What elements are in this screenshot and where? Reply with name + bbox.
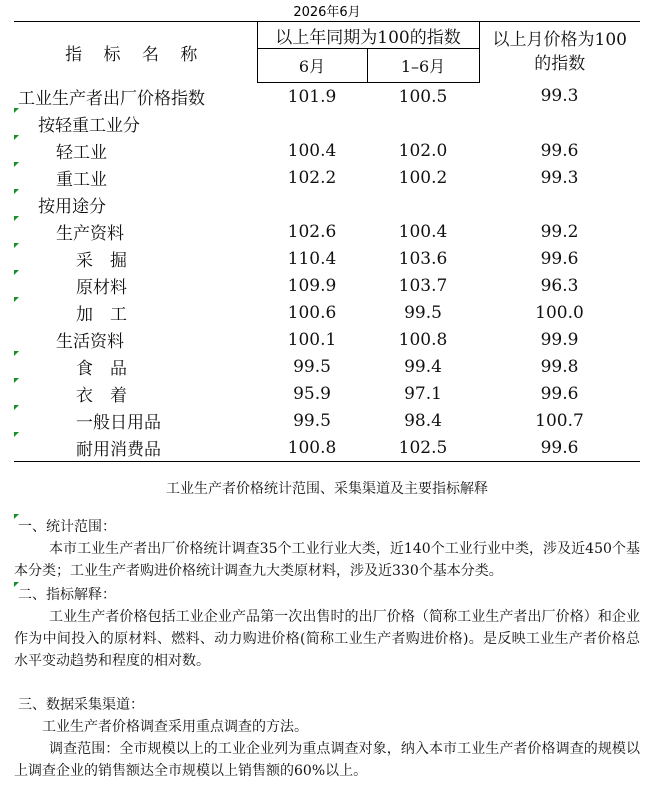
marker-icon bbox=[14, 135, 19, 140]
marker-icon bbox=[14, 243, 19, 248]
cell-mom: 99.3 bbox=[540, 167, 579, 188]
marker-icon bbox=[14, 351, 19, 356]
cell-month: 100.8 bbox=[257, 434, 367, 462]
table-row bbox=[14, 272, 640, 299]
header-ytd: 1–6月 bbox=[367, 49, 479, 83]
row-label bbox=[14, 218, 257, 245]
table-row bbox=[14, 218, 640, 245]
cell-mom: 100.0 bbox=[535, 302, 584, 323]
cell-ytd: 103.7 bbox=[398, 275, 448, 296]
cell-month: 99.5 bbox=[293, 410, 331, 431]
marker-icon bbox=[14, 514, 19, 519]
cell-ytd bbox=[367, 110, 479, 137]
row-label-text: 食 品 bbox=[76, 359, 127, 379]
cell-mom: 99.6 bbox=[479, 434, 640, 462]
cell-ytd: 100.2 bbox=[398, 167, 448, 188]
marker-icon bbox=[14, 405, 19, 410]
cell-month: 102.2 bbox=[287, 167, 337, 188]
section-definitions-title-text: 二、指标解释： bbox=[18, 587, 116, 603]
row-label-text: 重工业 bbox=[56, 170, 107, 190]
header-mom-line2: 的指数 bbox=[534, 54, 586, 75]
cell-month: 101.9 bbox=[287, 86, 337, 107]
table-row bbox=[14, 326, 640, 353]
cell-mom bbox=[479, 110, 640, 137]
section-scope bbox=[14, 516, 640, 582]
row-label-text: 衣 着 bbox=[76, 386, 127, 406]
row-label bbox=[14, 326, 257, 353]
cell-month: 102.6 bbox=[287, 221, 337, 242]
section-definitions-text: 工业生产者价格包括工业企业产品第一次出售时的出厂价格（简称工业生产者出厂价格）和企业作为中间投入的原材料、燃料、动力购进价格(简称工业生产者购进价格)。是反映工业生产者价格总水平变动趋势和程度的相对数。 bbox=[14, 609, 640, 669]
table-row bbox=[14, 83, 640, 111]
cell-ytd: 97.1 bbox=[404, 383, 442, 404]
row-label-text: 工业生产者出厂价格指数 bbox=[18, 88, 205, 109]
notes-section bbox=[14, 478, 640, 782]
notes-title: 工业生产者价格统计范围、采集渠道及主要指标解释 bbox=[166, 481, 488, 497]
marker-icon bbox=[14, 216, 19, 221]
section-scope-title-text: 一、统计范围： bbox=[18, 519, 116, 535]
table-row bbox=[14, 380, 640, 407]
section-definitions-title bbox=[14, 584, 640, 606]
section-collection-title-text: 三、数据采集渠道： bbox=[18, 697, 144, 713]
row-label-text: 一般日用品 bbox=[76, 413, 161, 433]
row-label bbox=[14, 137, 257, 164]
cell-ytd bbox=[367, 191, 479, 218]
row-label bbox=[14, 110, 257, 137]
price-index-table bbox=[14, 21, 640, 462]
section-collection-scope: 调查范围：全市规模以上的工业企业列为重点调查对象，纳入本市工业生产者价格调查的规模以上调查企业的销售额达全市规模以上销售额的60%以上。 bbox=[14, 741, 640, 779]
cell-mom: 99.6 bbox=[540, 140, 579, 161]
cell-mom: 99.9 bbox=[540, 329, 579, 350]
header-month: 6月 bbox=[257, 49, 367, 83]
section-collection bbox=[14, 694, 640, 782]
cell-month: 95.9 bbox=[293, 383, 331, 404]
table-row bbox=[14, 407, 640, 434]
row-label-text: 耐用消费品 bbox=[76, 440, 161, 460]
row-label bbox=[14, 245, 257, 272]
section-collection-title bbox=[14, 694, 640, 716]
cell-mom: 99.8 bbox=[540, 356, 579, 377]
row-label-text: 加 工 bbox=[76, 305, 127, 325]
table-row bbox=[14, 191, 640, 218]
cell-month: 110.4 bbox=[287, 248, 337, 269]
section-definitions bbox=[14, 584, 640, 672]
row-label bbox=[14, 272, 257, 299]
cell-ytd: 99.5 bbox=[404, 302, 442, 323]
table-row bbox=[14, 245, 640, 272]
cell-mom: 96.3 bbox=[540, 275, 579, 296]
row-label bbox=[14, 407, 257, 434]
marker-icon bbox=[14, 189, 19, 194]
marker-icon bbox=[14, 270, 19, 275]
cell-mom: 99.6 bbox=[540, 383, 579, 404]
row-label bbox=[14, 191, 257, 218]
cell-ytd: 100.4 bbox=[398, 221, 448, 242]
cell-month bbox=[257, 191, 367, 218]
row-label-text: 原材料 bbox=[76, 278, 127, 298]
table-row bbox=[14, 164, 640, 191]
cell-month bbox=[257, 110, 367, 137]
section-scope-text: 本市工业生产者出厂价格统计调查35个工业行业大类，近140个工业行业中类，涉及近450个基本分类；工业生产者购进价格统计调查九大类原材料，涉及近330个基本分类。 bbox=[14, 541, 640, 579]
row-label-text: 轻工业 bbox=[56, 143, 107, 163]
table-row bbox=[14, 299, 640, 326]
row-label bbox=[14, 353, 257, 380]
row-label-text: 采 掘 bbox=[76, 251, 127, 271]
marker-icon bbox=[14, 108, 19, 113]
section-collection-method: 工业生产者价格调查采用重点调查的方法。 bbox=[42, 719, 308, 735]
cell-month: 100.4 bbox=[287, 140, 337, 161]
marker-icon bbox=[14, 582, 19, 587]
cell-month: 99.5 bbox=[293, 356, 331, 377]
cell-ytd: 102.5 bbox=[367, 434, 479, 462]
row-label-text: 生活资料 bbox=[56, 332, 124, 352]
cell-month: 109.9 bbox=[287, 275, 337, 296]
row-label-text: 按用途分 bbox=[38, 197, 106, 217]
row-label bbox=[14, 380, 257, 407]
cell-ytd: 102.0 bbox=[398, 140, 448, 161]
row-label-text: 按轻重工业分 bbox=[38, 116, 140, 136]
section-scope-title bbox=[14, 516, 640, 538]
cell-ytd: 98.4 bbox=[404, 410, 442, 431]
table-row bbox=[14, 434, 640, 462]
table-row bbox=[14, 353, 640, 380]
row-label-text: 生产资料 bbox=[56, 224, 124, 244]
marker-icon bbox=[14, 162, 19, 167]
cell-ytd: 99.4 bbox=[404, 356, 442, 377]
table-row bbox=[14, 137, 640, 164]
cell-mom bbox=[479, 191, 640, 218]
cell-mom: 99.6 bbox=[540, 248, 579, 269]
marker-icon bbox=[14, 432, 19, 437]
row-label bbox=[14, 434, 257, 462]
cell-month: 100.6 bbox=[287, 302, 337, 323]
row-label bbox=[14, 164, 257, 191]
report-date: 2026年6月 bbox=[293, 5, 361, 20]
header-indicator-name: 指 标 名 称 bbox=[14, 22, 257, 83]
cell-ytd: 103.6 bbox=[398, 248, 448, 269]
cell-ytd: 100.8 bbox=[398, 329, 448, 350]
cell-mom: 99.2 bbox=[540, 221, 579, 242]
marker-icon bbox=[14, 378, 19, 383]
table-row bbox=[14, 110, 640, 137]
marker-icon bbox=[14, 297, 19, 302]
cell-month: 100.1 bbox=[287, 329, 337, 350]
cell-mom: 100.7 bbox=[535, 410, 584, 431]
row-label bbox=[14, 83, 257, 111]
header-yoy-group: 以上年同期为100的指数 bbox=[257, 22, 479, 49]
cell-ytd: 100.5 bbox=[398, 86, 448, 107]
cell-mom: 99.3 bbox=[540, 86, 579, 107]
row-label bbox=[14, 299, 257, 326]
header-mom bbox=[479, 22, 640, 83]
header-mom-line1: 以上月价格为100 bbox=[492, 30, 627, 51]
